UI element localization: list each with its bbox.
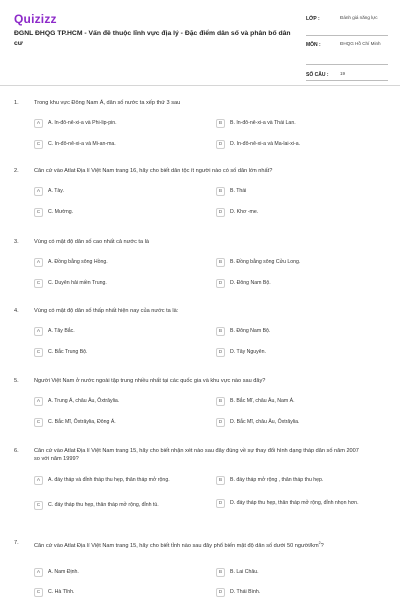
option-text: B. Thái <box>230 188 247 194</box>
question-number: 2. <box>14 168 19 174</box>
option-letter: A <box>34 119 43 128</box>
header-divider <box>0 85 400 86</box>
worksheet-title: ĐGNL ĐHQG TP.HCM - Vấn đề thuộc lĩnh vực địa lý - Đặc điểm dân số và phân bố dân cư <box>14 30 291 47</box>
option-letter: B <box>216 476 225 485</box>
option-text: B. đáy tháp mở rộng , thân tháp thu hẹp. <box>230 477 324 483</box>
option-letter: D <box>216 418 225 427</box>
option-a[interactable] <box>34 397 184 406</box>
option-letter: B <box>216 397 225 406</box>
question-text-main: Căn cứ vào Atlat Địa lí Việt Nam trang 15, hãy cho biết tỉnh nào sau đây phổ biến mật độ dân số dưới 50 người/km <box>34 542 319 549</box>
option-text: A. In-đô-nê-xi-a và Phi-lip-pin. <box>48 120 117 126</box>
option-letter: C <box>34 140 43 149</box>
quizizz-logo: Quizizz <box>14 12 57 26</box>
option-letter: B <box>216 568 225 577</box>
option-text: C. Bắc Trung Bộ. <box>48 349 88 355</box>
option-a[interactable] <box>34 258 184 267</box>
option-c[interactable] <box>34 501 204 510</box>
option-c[interactable] <box>34 588 184 597</box>
option-text: D. Bắc Mĩ, châu Âu, Ôxtrâylia. <box>230 419 300 425</box>
option-a[interactable] <box>34 568 184 577</box>
question-text-end: ? <box>320 542 324 549</box>
option-letter: C <box>34 588 43 597</box>
option-letter: D <box>216 499 225 508</box>
option-text: C. Mường. <box>48 209 74 215</box>
option-letter: A <box>34 327 43 336</box>
option-text: C. Bắc Mĩ, Ôxtrâylia, Đông Á. <box>48 419 116 425</box>
option-text: B. Đồng bằng sông Cửu Long. <box>230 259 301 265</box>
option-letter: C <box>34 279 43 288</box>
meta-subject-value: ĐHQG Hồ Chí Minh <box>340 41 381 46</box>
question-text: Căn cứ vào Atlat Địa lí Việt Nam trang 15, hãy cho biết nhận xét nào sau đây đúng về sự thay đổi hình dạng tháp dân số năm 2007 so với năm 1999? <box>34 448 359 462</box>
option-b[interactable] <box>216 187 386 196</box>
option-b[interactable] <box>216 258 386 267</box>
option-b[interactable] <box>216 397 386 406</box>
question-text: Trong khu vực Đông Nam Á, dân số nước ta xếp thứ 3 sau <box>34 100 181 106</box>
option-text: A. đáy tháp và đỉnh tháp thu hẹp, thân tháp mở rộng. <box>48 477 170 483</box>
option-text: A. Tây Bắc. <box>48 328 75 334</box>
meta-class-label: LỚP : <box>306 16 320 22</box>
question-text-superscript: 2 <box>318 541 321 545</box>
option-text: D. Thái Bình. <box>230 589 261 595</box>
worksheet-meta <box>306 14 388 81</box>
option-text: D. Tây Nguyên. <box>230 349 266 355</box>
option-letter: B <box>216 119 225 128</box>
question-text: Căn cứ vào Atlat Địa lí Việt Nam trang 16, hãy cho biết dân tộc ít người nào có số dân lớn nhất? <box>34 168 273 174</box>
meta-count-row <box>306 70 388 81</box>
option-letter: D <box>216 588 225 597</box>
question-text: Người Việt Nam ở nước ngoài tập trung nhiều nhất tại các quốc gia và khu vực nào sau đây? <box>34 378 266 384</box>
option-text: D. Khơ -me. <box>230 209 259 215</box>
option-a[interactable] <box>34 476 174 485</box>
option-b[interactable] <box>216 119 386 128</box>
question-number: 6. <box>14 448 19 454</box>
option-letter: C <box>34 208 43 217</box>
option-d[interactable] <box>216 140 386 149</box>
option-letter: D <box>216 348 225 357</box>
option-text: C. Hà Tĩnh. <box>48 589 75 595</box>
option-c[interactable] <box>34 140 184 149</box>
option-letter: C <box>34 501 43 510</box>
meta-count-label: SỐ CÂU : <box>306 72 329 78</box>
option-text: A. Trung Á, châu Âu, Ôxtrâylia. <box>48 398 120 404</box>
option-letter: B <box>216 258 225 267</box>
meta-count-value: 19 <box>340 71 346 76</box>
option-letter: B <box>216 327 225 336</box>
option-text: A. Đồng bằng sông Hồng. <box>48 259 108 265</box>
option-text: B. Bắc Mĩ, châu Âu, Nam Á. <box>230 398 295 404</box>
option-text: D. đáy tháp thu hẹp, thân tháp mở rộng, đỉnh nhọn hơn. <box>230 500 359 506</box>
option-c[interactable] <box>34 208 184 217</box>
option-letter: A <box>34 187 43 196</box>
option-b[interactable] <box>216 568 386 577</box>
question-number: 1. <box>14 100 19 106</box>
option-c[interactable] <box>34 418 184 427</box>
option-text: C. In-đô-nê-xi-a và Mi-an-ma. <box>48 141 116 147</box>
option-b[interactable] <box>216 476 386 485</box>
option-a[interactable] <box>34 327 184 336</box>
question-number: 3. <box>14 239 19 245</box>
option-letter: A <box>34 258 43 267</box>
option-d[interactable] <box>216 348 386 357</box>
question-text: Vùng có mật độ dân số cao nhất cả nước ta là <box>34 239 150 245</box>
option-text: A. Nam Định. <box>48 569 79 575</box>
option-text: B. In-đô-nê-xi-a và Thái Lan. <box>230 120 296 126</box>
question-text <box>34 539 364 550</box>
option-letter: D <box>216 208 225 217</box>
option-a[interactable] <box>34 119 184 128</box>
option-letter: A <box>34 568 43 577</box>
option-text: C. Duyên hải miền Trung. <box>48 280 107 286</box>
option-text: B. Đông Nam Bộ. <box>230 328 271 334</box>
option-letter: A <box>34 476 43 485</box>
option-text: D. In-đô-nê-xi-a và Ma-lai-xi-a. <box>230 141 301 147</box>
option-text: B. Lai Châu. <box>230 569 259 575</box>
option-d[interactable] <box>216 588 386 597</box>
option-d[interactable] <box>216 279 386 288</box>
meta-subject-row <box>306 40 388 65</box>
option-letter: C <box>34 348 43 357</box>
meta-class-row <box>306 14 388 36</box>
option-d[interactable] <box>216 208 386 217</box>
meta-subject-label: MÔN : <box>306 42 321 48</box>
option-letter: B <box>216 187 225 196</box>
question-number: 7. <box>14 540 19 546</box>
option-text: A. Tày. <box>48 188 64 194</box>
option-b[interactable] <box>216 327 386 336</box>
option-d[interactable] <box>216 499 386 508</box>
question-text: Vùng có mật độ dân số thấp nhất hiện nay của nước ta là: <box>34 308 179 314</box>
option-c[interactable] <box>34 279 184 288</box>
option-letter: D <box>216 140 225 149</box>
option-d[interactable] <box>216 418 386 427</box>
option-text: D. Đông Nam Bộ. <box>230 280 271 286</box>
question-number: 4. <box>14 308 19 314</box>
option-letter: A <box>34 397 43 406</box>
option-letter: C <box>34 418 43 427</box>
option-letter: D <box>216 279 225 288</box>
question-number: 5. <box>14 378 19 384</box>
option-text: C. đáy tháp thu hẹp, thân tháp mở rộng, đỉnh tù. <box>48 502 159 508</box>
meta-class-value: Đánh giá năng lực <box>340 15 378 20</box>
option-a[interactable] <box>34 187 184 196</box>
option-c[interactable] <box>34 348 184 357</box>
